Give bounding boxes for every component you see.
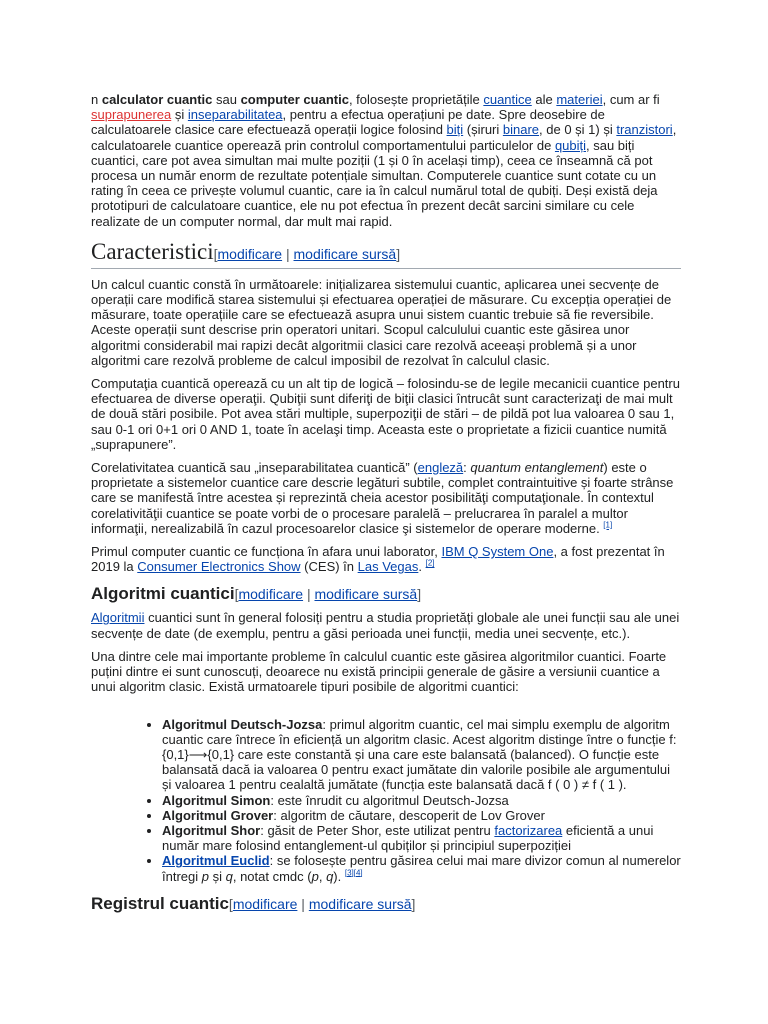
link-tranzistori[interactable]: tranzistori	[616, 122, 673, 138]
edit-source-link[interactable]: modificare sursă	[314, 586, 418, 603]
list-item-text: : găsit de Peter Shor, este utilizat pentru	[260, 822, 495, 838]
link-algoritmul-euclid[interactable]: Algoritmul Euclid	[162, 853, 270, 869]
bracket: ]	[396, 245, 401, 262]
paragraph-text: Primul computer cuantic ce funcționa în afara unui laborator,	[91, 544, 442, 560]
heading-text: Caracteristici	[91, 238, 214, 264]
bracket: ]	[411, 895, 416, 912]
bracket: [	[213, 245, 218, 262]
heading-registrul	[91, 894, 681, 914]
link-biti[interactable]: biți	[446, 122, 464, 138]
link-binare[interactable]: binare	[502, 122, 540, 138]
heading-caracteristici	[91, 239, 681, 269]
italic-var: q	[326, 868, 334, 884]
link-suprapunerea[interactable]: suprapunerea	[91, 107, 172, 123]
intro-text: și	[171, 107, 188, 123]
list-item	[162, 793, 681, 808]
italic-term: quantum entanglement	[470, 460, 604, 476]
intro-text: , sau biți cuantici, care pot avea simultan mai multe poziții (1 și 0 în același timp), ceea ce înseamnă că pot procesa un număr enorm de rezultate potențiale simultan. Computerele cuantice sunt cotate cu un rating în ceea ce privește volumul cuantic, care ia în calcul numărul total de qubiți. Deși există deja prototipuri de calculatoare cuantice, ele nu pot efectua în prezent decât sarcini similare cu cele realizate de un computer normal, dar mult mai rapid.	[91, 137, 658, 229]
caracteristici-paragraph-4	[91, 544, 681, 574]
link-qubiti[interactable]: qubiți	[554, 137, 587, 153]
bracket: [	[228, 895, 233, 912]
heading-text: Registrul cuantic	[91, 893, 229, 913]
link-ces[interactable]: Consumer Electronics Show	[137, 559, 301, 575]
list-item-text: ,	[318, 868, 327, 884]
list-item-text: , notat cmdc (	[232, 868, 312, 884]
intro-text: (șiruri	[463, 122, 503, 138]
paragraph-text: Corelativitatea cuantică sau „inseparabilitatea cuantică” (	[91, 460, 418, 476]
edit-links	[235, 586, 422, 602]
paragraph-text: , a fost prezentat în 2019 la	[91, 544, 665, 575]
intro-text: n	[91, 92, 102, 107]
edit-links	[229, 896, 416, 912]
intro-text: , folosește proprietățile	[348, 92, 484, 107]
reference-1[interactable]: [1]	[603, 520, 613, 530]
intro-paragraph	[91, 92, 681, 229]
intro-bold-term: computer cuantic	[240, 92, 349, 107]
edit-link[interactable]: modificare	[232, 895, 298, 912]
reference-3-4[interactable]: [3][4]	[344, 868, 363, 878]
list-item-text: : este înrudit cu algoritmul Deutsch-Jozsa	[270, 792, 509, 808]
link-engleza[interactable]: engleză	[417, 460, 464, 476]
reference-2[interactable]: [2]	[425, 558, 435, 568]
list-item-text: : primul algoritm cuantic, cel mai simplu exemplu de algoritm cuantic care întrece în eficiență un algoritm clasic. Acest algoritm distinge între o funcție f: {0,1}⟶{0,1} care este constantă și una care este balansată (balanced). O funcție este balansată dacă ia valoarea 0 pentru exact jumătate din valorile posibile ale argumentului și valoarea 1 pentru cealaltă jumătate (funcția este balansată dacă f ( 0 ) ≠ f ( 1 ).	[162, 716, 677, 793]
article-content	[91, 92, 681, 920]
link-algoritmii[interactable]: Algoritmii	[91, 610, 145, 626]
intro-text: sau	[212, 92, 241, 107]
algoritmi-paragraph-1	[91, 610, 681, 640]
algorithm-list	[91, 717, 681, 884]
paragraph-text: .	[418, 559, 426, 575]
link-factorizarea[interactable]: factorizarea	[494, 822, 563, 838]
list-item-text: ).	[333, 868, 345, 884]
list-item-text: : se folosește pentru găsirea celui mai mare divizor comun al numerelor întregi	[162, 853, 681, 884]
caracteristici-paragraph-2: Computaţia cuantică operează cu un alt tip de logică – folosindu-se de legile mecanicii cuantice pentru efectuarea de diverse operaţii. Qubiţii sunt diferiţi de biţii clasici întrucât sunt caracterizaţi de mai mult de două stări posibile. Pot avea stări multiple, superpoziţii de stări – de pildă pot lua valoarea 0 sau 1, sau 0-1 ori 0+1 ori 0 AND 1, toate în acelaşi timp. Aceasta este o proprietate a fizicii cuantice numită „suprapunere”.	[91, 376, 680, 452]
bracket: [	[234, 586, 239, 603]
caracteristici-paragraph-3	[91, 460, 681, 536]
list-item-title: Algoritmul Shor	[162, 822, 261, 838]
edit-source-link[interactable]: modificare sursă	[308, 895, 412, 912]
algoritmi-paragraph-2: Una dintre cele mai importante probleme în calculul cuantic este găsirea algoritmilor cuantici. Foarte puțini dintre ei sunt cunoscuți, deoarece nu există principii generale de găsire a versiunii cuantice a unui algoritm clasic. Există urmatoarele tipuri posibile de algoritmi cuantici:	[91, 648, 667, 695]
intro-text: , cum ar fi	[602, 92, 660, 107]
list-item-text: : algoritm de căutare, descoperit de Lov Grover	[273, 807, 545, 823]
intro-text: , calculatoarele cuantice operează prin controlul comportamentului particulelor de	[91, 122, 677, 153]
list-item	[162, 808, 681, 823]
italic-var: p	[201, 868, 209, 884]
edit-link[interactable]: modificare	[217, 245, 283, 262]
edit-links	[214, 246, 401, 262]
intro-text: , pentru a efectua operațiuni pe date. Spre deosebire de calculatoarele clasice care efectuează operații logice folosind	[91, 107, 605, 138]
separator: |	[282, 245, 294, 262]
edit-source-link[interactable]: modificare sursă	[293, 245, 397, 262]
intro-text: , de 0 și 1) și	[539, 122, 617, 138]
italic-var: p	[311, 868, 319, 884]
link-ibm-q[interactable]: IBM Q System One	[441, 544, 554, 560]
link-las-vegas[interactable]: Las Vegas	[357, 559, 419, 575]
list-item	[162, 717, 681, 793]
edit-link[interactable]: modificare	[238, 586, 304, 603]
paragraph-text: :	[463, 460, 471, 476]
paragraph-text: (CES) în	[300, 559, 358, 575]
list-item	[162, 823, 681, 853]
caracteristici-paragraph-1: Un calcul cuantic constă în următoarele: inițializarea sistemului cuantic, aplicarea unei secvențe de operații care modifică starea sistemului și efectuarea operației de măsurare. Cu excepția operației de măsurare, toate operațiile care se efectuează asupra unui sistem cuantic trebuie să fie reversibile. Aceste operații sunt descrise prin operatori unitari. Scopul calculului cuantic este găsirea unor algoritmi considerabil mai rapizi decât algoritmii clasici care rezolvă aceeași problemă și a unor algoritmi care rezolvă probleme de calcul imposibil de rezolvat în calculul clasic.	[91, 276, 672, 368]
separator: |	[297, 895, 309, 912]
list-item-title: Algoritmul Simon	[162, 792, 271, 808]
list-item-title: Algoritmul Deutsch-Jozsa	[162, 716, 323, 732]
separator: |	[303, 586, 315, 603]
list-item	[162, 853, 681, 883]
heading-text: Algoritmi cuantici	[91, 584, 235, 604]
italic-var: q	[225, 868, 233, 884]
intro-text: ale	[531, 92, 557, 107]
list-item-text: eficientă a unui număr mare folosind entanglement-ul qubiților și principiul superpoziției	[162, 822, 654, 854]
intro-bold-term: calculator cuantic	[101, 92, 213, 107]
list-item-text: și	[208, 868, 226, 884]
list-item-title: Algoritmul Grover	[162, 807, 274, 823]
link-cuantice[interactable]: cuantice	[483, 92, 532, 107]
link-inseparabilitatea[interactable]: inseparabilitatea	[187, 107, 283, 123]
link-materiei[interactable]: materiei	[556, 92, 603, 107]
paragraph-text: cuantici sunt în general folosiți pentru a studia proprietăți globale ale unei funcții sau ale unei secvențe de date (de exemplu, pentru a găsi perioada unei funcții, media unei secvențe, etc.).	[91, 610, 680, 641]
paragraph-text: ) este o proprietate a sistemelor cuantice care descrie legături subtile, complet contraintuitive și foarte strânse care se manifestă între acestea și reprezintă cheia acestor posibilităţi computaţionale. În contextul corelativităţii cuantice se poate vorbi de o procesare paralelă – prelucrarea în paralel a multor informaţii, nerealizabilă în cazul procesoarelor clasice şi sistemelor de operare moderne.	[91, 460, 674, 536]
heading-algoritmi	[91, 584, 681, 604]
bracket: ]	[417, 586, 422, 603]
